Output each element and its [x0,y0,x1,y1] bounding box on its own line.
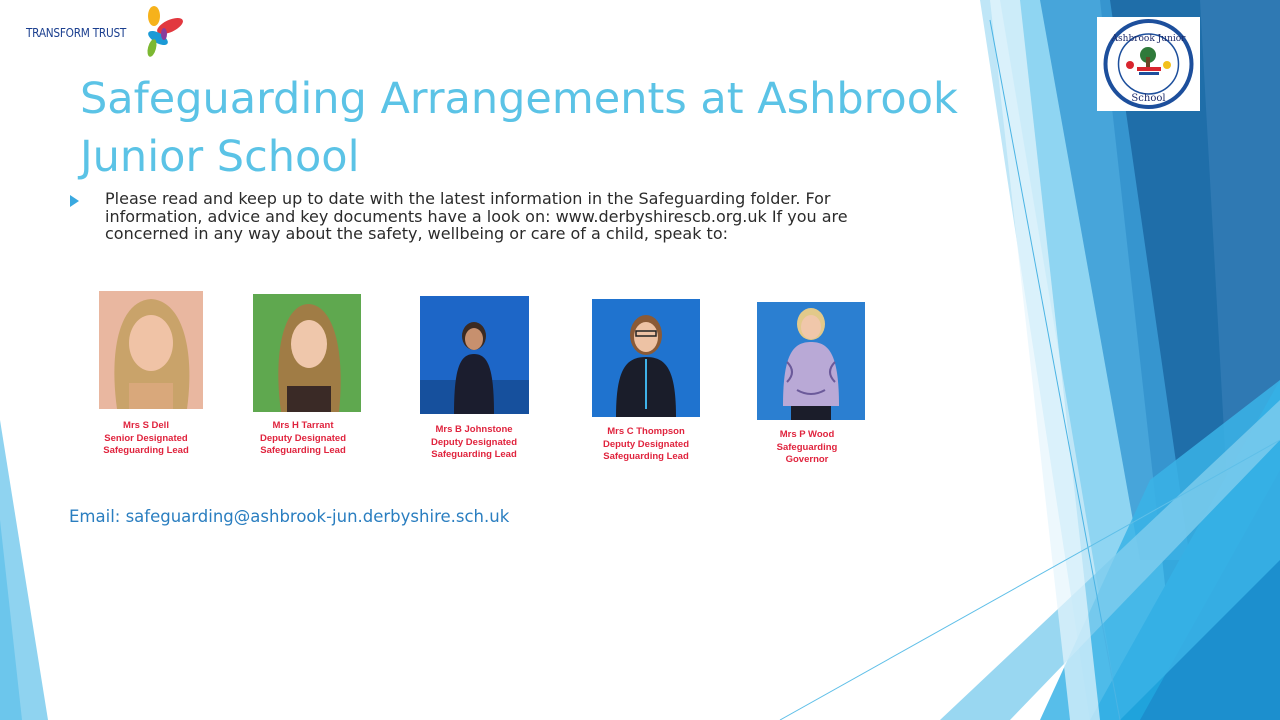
staff-photo [592,299,700,417]
staff-card [592,299,700,417]
staff-name: Mrs H Tarrant [272,420,334,431]
staff-card [757,302,865,420]
staff-role-line2: Safeguarding Lead [260,445,346,456]
staff-role-line2: Safeguarding Lead [603,451,689,462]
staff-caption [66,420,226,458]
staff-role-line1: Deputy Designated [259,432,347,444]
crest-text-top: Ashbrook Junior [1111,34,1186,44]
staff-role-line1: Deputy Designated [602,438,690,450]
staff-role-line2: Safeguarding Lead [103,445,189,456]
staff-caption [223,420,383,458]
staff-photo [253,294,361,412]
staff-name: Mrs C Thompson [607,426,685,437]
staff-card [420,296,529,414]
school-crest [1097,17,1200,111]
intro-paragraph: Please read and keep up to date with the latest information in the Safeguarding folder. For information, advice and key documents have a look on: www.derbyshirescb.org.uk If you are concerned in any way about the safety, wellbeing or care of a child, speak to: [105,189,848,243]
staff-name: Mrs B Johnstone [435,424,513,435]
staff-caption [566,426,726,464]
staff-role-line1: Senior Designated [104,432,188,444]
staff-photo [99,291,203,409]
page-title: Safeguarding Arrangements at Ashbrook Junior School [80,74,958,182]
staff-card [253,294,361,412]
staff-name: Mrs S Dell [123,420,169,431]
staff-photo [420,296,529,414]
transform-trust-mark-icon [134,4,198,60]
transform-trust-logo [26,4,196,60]
staff-photo [757,302,865,420]
org-logo-text: TRANSFORM TRUST [26,26,127,40]
crest-text-bottom: School [1131,93,1166,104]
safeguarding-email[interactable]: Email: safeguarding@ashbrook-jun.derbyshire.sch.uk [69,507,510,526]
staff-name: Mrs P Wood [779,429,835,440]
staff-role-line2: Governor [785,454,829,465]
staff-caption [727,429,887,467]
staff-role-line2: Safeguarding Lead [431,449,517,460]
staff-role-line1: Deputy Designated [430,436,518,448]
staff-card [99,291,203,409]
staff-role-line1: Safeguarding [776,441,838,453]
bullet-arrow-icon [70,195,79,207]
staff-caption [394,424,554,462]
